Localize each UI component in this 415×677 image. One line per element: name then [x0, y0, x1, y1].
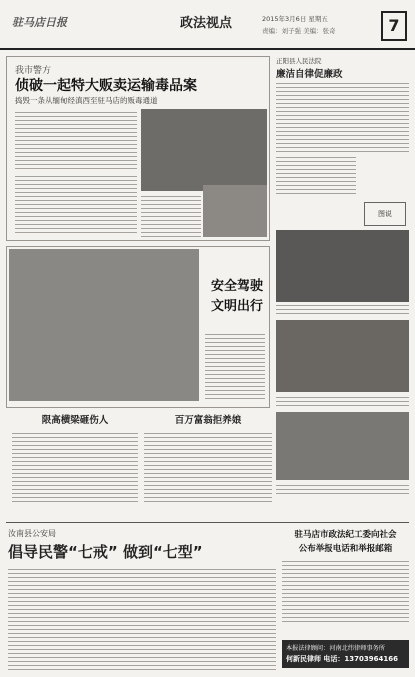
issue-date: 2015年3月6日 星期五	[262, 15, 328, 23]
sidebar-kicker: 正阳县人民法院	[276, 57, 322, 65]
traffic-photo-police-at-car	[9, 249, 199, 401]
short-left-headline: 限高横梁砸伤人	[41, 415, 109, 426]
sidebar-body-text	[276, 82, 409, 152]
lead-body-text	[15, 111, 137, 171]
sidebar-caption-1	[276, 304, 409, 316]
editor-line: 责编：刘子强 美编：张奇	[262, 27, 336, 35]
lead-photo-seized-items	[203, 185, 267, 237]
notice-headline-2: 公布举报电话和举报邮箱	[298, 544, 393, 554]
short-right-text	[144, 432, 272, 504]
sidebar-photo-meeting	[276, 412, 409, 480]
sidebar-photo-officers	[276, 320, 409, 392]
sidebar-caption-3	[276, 484, 409, 496]
sidebar-headline: 廉洁自律促廉政	[276, 69, 343, 80]
short-story-left	[12, 412, 138, 512]
bottom-kicker: 汝南县公安局	[8, 529, 56, 538]
traffic-title-line2: 文明出行	[211, 299, 264, 314]
section-title: 政法视点	[180, 16, 233, 31]
sidebar-badge: 图说	[364, 202, 406, 226]
lead-headline: 侦破一起特大贩卖运输毒品案	[15, 78, 197, 94]
masthead	[0, 0, 415, 50]
lead-subhead: 捣毁一条从缅甸经滇西至驻马店的贩毒通道	[15, 96, 158, 105]
footer-line-2: 何新民律师 电话：13703964166	[286, 655, 399, 663]
notice-box	[282, 528, 409, 668]
sidebar-body-text-2	[276, 156, 356, 196]
lead-story	[6, 56, 270, 241]
short-right-headline: 百万富翁拒养娘	[174, 415, 242, 426]
lead-kicker: 我市警方	[15, 66, 52, 76]
section-divider	[6, 522, 409, 523]
sidebar-column	[276, 52, 409, 522]
legal-advisor-footer	[282, 640, 409, 668]
page-number: 7	[381, 11, 407, 41]
sidebar-photo-night-patrol	[276, 230, 409, 302]
notice-body-text	[282, 560, 409, 622]
traffic-story	[6, 246, 270, 408]
lead-photo-police-inspecting-drugs	[141, 109, 267, 191]
paper-name: 驻马店日报	[12, 16, 67, 29]
traffic-title-line1: 安全驾驶	[211, 279, 264, 294]
lead-photo-caption	[141, 195, 201, 237]
traffic-caption	[205, 333, 265, 399]
short-left-text	[12, 432, 138, 504]
bottom-headline: 倡导民警“七戒” 做到“七型”	[8, 543, 203, 561]
bottom-story	[8, 528, 276, 668]
notice-headline-1: 驻马店市政法纪工委向社会	[294, 530, 397, 540]
sidebar-caption-2	[276, 396, 409, 408]
bottom-body-text	[8, 568, 276, 670]
short-story-right	[144, 412, 272, 512]
footer-line-1: 本报法律顾问：河南北纬律师事务所	[286, 645, 385, 652]
lead-body-text-2	[15, 175, 137, 235]
